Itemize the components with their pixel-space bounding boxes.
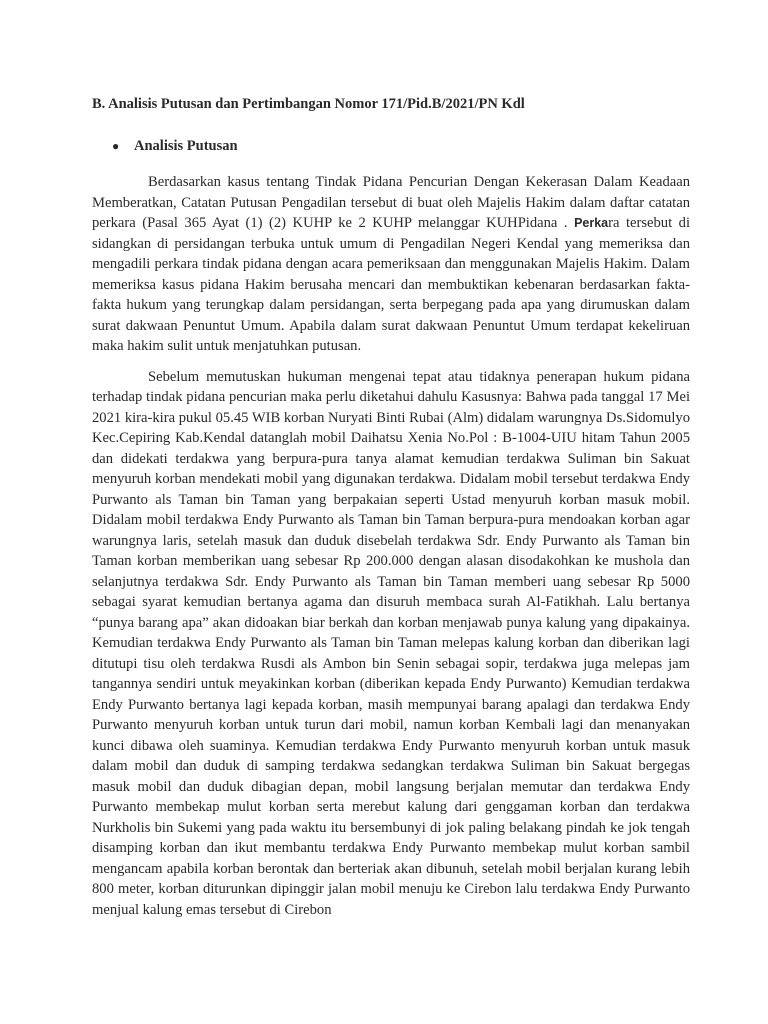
bullet-icon: ● (112, 139, 120, 153)
section-heading: B. Analisis Putusan dan Pertimbangan Nomor 171/Pid.B/2021/PN Kdl (92, 96, 525, 112)
paragraph-1 (92, 172, 690, 357)
paragraph-1-text-b: ra tersebut di sidangkan di persidangan terbuka untuk umum di Pengadilan Negeri Kendal yang memeriksa dan mengadili perkara tindak pidana dengan acara pemeriksaan dan menggunakan Majelis Hakim. Dalam memeriksa kasus pidana Hakim berusaha mencari dan membuktikan kebenaran berdasarkan fakta-fakta hukum yang terungkap dalam persidangan, serta berpegang pada apa yang dirumuskan dalam surat dakwaan Penuntut Umum. Apabila dalam surat dakwaan Penuntut Umum terdapat kekeliruan maka hakim sulit untuk menjatuhkan putusan. (92, 215, 691, 354)
paragraph-2: Sebelum memutuskan hukuman mengenai tepat atau tidaknya penerapan hukum pidana terhadap tindak pidana pencurian maka perlu diketahui dahulu Kasusnya: Bahwa pada tanggal 17 Mei 2021 kira-kira pukul 05.45 WIB korban Nuryati Binti Rubai (Alm) didalam warungnya Ds.Sidomulyo Kec.Cepiring Kab.Kendal datanglah mobil Daihatsu Xenia No.Pol : B-1004-UIU hitam Tahun 2005 dan didekati terdakwa yang berpura-pura tanya alamat kemudian terdakwa Suliman bin Sakuat menyuruh korban mendekati mobil yang digunakan terdakwa. Didalam mobil tersebut terdakwa Endy Purwanto als Taman bin Taman yang berpakaian seperti Ustad menyuruh korban masuk mobil. Didalam mobil terdakwa Endy Purwanto als Taman bin Taman berpura-pura mendoakan korban agar warungnya laris, setelah masuk dan duduk disebelah terdakwa Sdr. Endy Purwanto als Taman bin Taman korban memberikan uang sebesar Rp 200.000 dengan alasan disodakohkan ke mushola dan selanjutnya terdakwa Sdr. Endy Purwanto als Taman bin Taman memberi uang sebesar Rp 5000 sebagai syarat kemudian bertanya agama dan disuruh membaca surah Al-Fatikhah. Lalu bertanya “punya barang apa” akan didoakan biar berkah dan korban menjawab punya kalung yang dipakainya. Kemudian terdakwa Endy Purwanto als Taman bin Taman melepas kalung korban dan diberikan lagi ditutupi tisu oleh terdakwa Rusdi als Ambon bin Senin sebagai sopir, terdakwa juga melepas jam tangannya sendiri untuk meyakinkan korban (diberikan kepada Endy Purwanto) Kemudian terdakwa Endy Purwanto bertanya lagi kepada korban, masih mempunyai barang apalagi dan terdakwa Endy Purwanto menyuruh korban untuk turun dari mobil, namun korban Kembali lagi dan menanyakan kunci dibawa oleh suaminya. Kemudian terdakwa Endy Purwanto menyuruh korban untuk masuk dalam mobil dan duduk di samping terdakwa sedangkan terdakwa Suliman bin Sakuat bergegas masuk mobil dan duduk dibagian depan, mobil langsung berjalan memutar dan terdakwa Endy Purwanto membekap mulut korban serta merebut kalung dari genggaman korban dan terdakwa Nurkholis bin Sukemi yang pada waktu itu bersembunyi di jok paling belakang pindah ke jok tengah disamping korban dan ikut membantu terdakwa Endy Purwanto membekap mulut korban sambil mengancam apabila korban berontak dan berteriak akan dibunuh, setelah mobil berjalan kurang lebih 800 meter, korban diturunkan dipinggir jalan mobil menuju ke Cirebon lalu terdakwa Endy Purwanto menjual kalung emas tersebut di Cirebon (92, 368, 690, 918)
bullet-label: Analisis Putusan (134, 138, 238, 154)
paragraph-1-emphasis: Perka (574, 216, 609, 230)
bullet-item (112, 134, 690, 158)
paragraph-1-text-a: Berdasarkan kasus tentang Tindak Pidana Pencurian Dengan Kekerasan Dalam Keadaan Memberatkan, Catatan Putusan Pengadilan tersebut di buat oleh Majelis Hakim dalam daftar catatan perkara (Pasal 365 Ayat (1) (2) KUHP ke 2 KUHP melanggar KUHPidana . (92, 174, 690, 231)
